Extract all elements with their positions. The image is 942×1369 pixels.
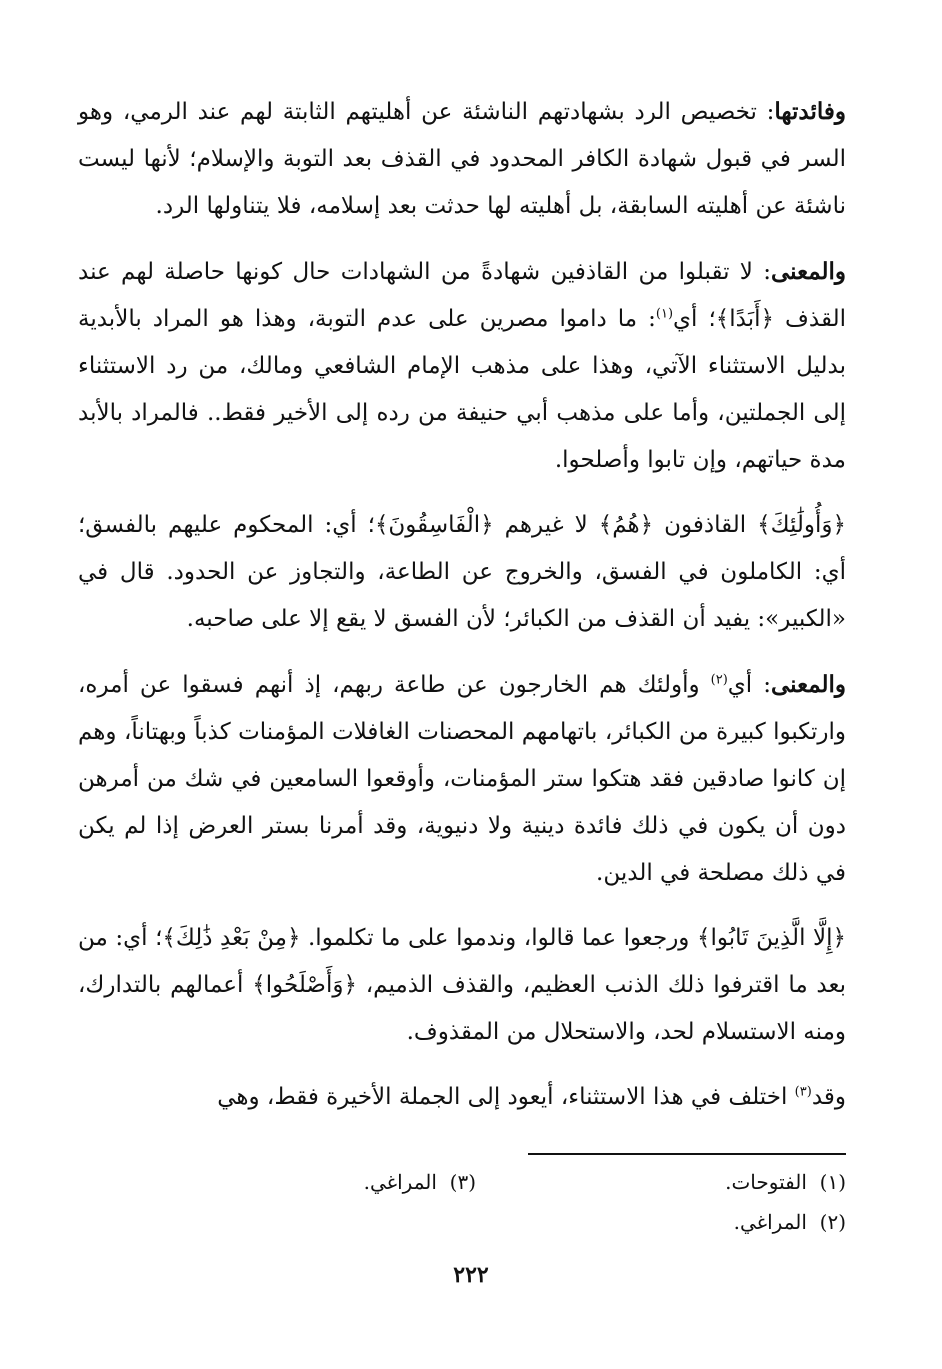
- paragraph-those-are: [78, 502, 846, 643]
- footnote-text: الفتوحات.: [725, 1170, 807, 1194]
- footnote-row: [78, 1202, 846, 1242]
- paragraph-text: ؛ أي: المحكوم عليهم بالفسق؛ أي: الكاملون في الفسق، والخروج عن الطاعة، والتجاوز عن الحدود. قال في «الكبير»: يفيد أن القذف من الكبائر؛ لأن الفسق لا يقع إلا على صاحبه.: [78, 512, 846, 632]
- footnote-ref: (١): [655, 306, 674, 322]
- quran-quote: ﴿هُمُ﴾: [598, 512, 654, 538]
- footnote-text: المراغي.: [733, 1210, 807, 1234]
- paragraph-text: ؛ أي: من بعد ما اقترفوا ذلك الذنب العظيم، والقذف الذميم،: [78, 925, 847, 998]
- quran-quote: ﴿إِلَّا الَّذِينَ تَابُوا﴾: [696, 925, 846, 951]
- quran-quote: ﴿وَأُولَٰئِكَ﴾: [757, 512, 846, 538]
- paragraph-text: القاذفون: [653, 512, 758, 538]
- footnote-ref: (٣): [794, 1084, 812, 1100]
- paragraph-meaning-2: [78, 661, 846, 897]
- paragraph-lead: والمعنى: [770, 671, 846, 698]
- footnote-row: [78, 1162, 846, 1202]
- paragraph-text: ورجعوا عما قالوا، وندموا على ما تكلموا.: [300, 925, 697, 951]
- footnote-item: [106, 1162, 476, 1202]
- paragraph-except-repented: [78, 915, 846, 1056]
- paragraph-text: لا غيرهم: [493, 512, 599, 538]
- paragraph-text: : تخصيص الرد بشهادتهم الناشئة عن أهليتهم الثابتة لهم عند الرمي، وهو السر في قبول شهادة الكافر المحدود في القذف بعد التوبة والإسلام؛ لأنها ليست ناشئة عن أهليته السابقة، بل أهليته لها حدثت بعد إسلامه، فلا يتناولها الرد.: [78, 99, 846, 219]
- footnote-number: (٢): [819, 1210, 846, 1234]
- footnote-separator: [528, 1153, 846, 1155]
- page-number: ٢٢٢: [453, 1262, 489, 1288]
- paragraph-lead: والمعنى: [770, 258, 846, 285]
- paragraph-benefit: [78, 88, 846, 230]
- paragraph-text: وأولئك هم الخارجون عن طاعة ربهم، إذ أنهم فسقوا عن أمره، وارتكبوا كبيرة من الكبائر، باتهامهم المحصنات الغافلات المؤمنات كذباً وبهتاناً، وهم إن كانوا صادقين فقد هتكوا ستر المؤمنات، وأوقعوا السامعين في شك من أمرهن دون أن يكون في ذلك فائدة دينية ولا دنيوية، وقد أمرنا بستر العرض إذا لم يكن في ذلك مصلحة في الدين.: [78, 672, 846, 886]
- footnote-number: (١): [819, 1170, 846, 1194]
- paragraph-text: : لا تقبلوا من القاذفين شهادةً من الشهادات حال كونها حاصلة لهم عند القذف: [78, 259, 846, 332]
- paragraph-text: وقد: [811, 1084, 846, 1110]
- footnotes: [78, 1162, 846, 1242]
- footnote-text: المراغي.: [363, 1170, 437, 1194]
- footnote-number: (٣): [449, 1170, 476, 1194]
- paragraph-text: أعمالهم بالتدارك، ومنه الاستسلام لحد، والاستحلال من المقذوف.: [78, 972, 846, 1045]
- paragraph-text: اختلف في هذا الاستثناء، أيعود إلى الجملة الأخيرة فقط، وهي: [217, 1084, 795, 1110]
- quran-quote: ﴿أَبَدًا﴾: [715, 306, 775, 332]
- quran-quote: ﴿وَأَصْلَحُوا﴾: [252, 972, 357, 998]
- paragraph-meaning-1: [78, 248, 846, 484]
- paragraph-text: ؛ أي: [673, 306, 716, 332]
- paragraph-text: : أي: [727, 672, 771, 698]
- paragraph-disagreement: [78, 1074, 846, 1121]
- footnote-item: [476, 1202, 846, 1242]
- quran-quote: ﴿مِنْ بَعْدِ ذَٰلِكَ﴾: [162, 925, 301, 951]
- footnote-ref: (٢): [710, 672, 728, 688]
- main-text: [78, 88, 846, 1121]
- paragraph-lead: وفائدتها: [774, 98, 846, 125]
- footnote-item: [476, 1162, 846, 1202]
- paragraph-text: : ما داموا مصرين على عدم التوبة، وهذا هو المراد بالأبدية بدليل الاستثناء الآتي، وهذا على مذهب الإمام الشافعي ومالك، من رد الاستثناء إلى الجملتين، وأما على مذهب أبي حنيفة من رده إلى الأخير فقط.. فالمراد بالأبد مدة حياتهم، وإن تابوا وأصلحوا.: [78, 306, 846, 473]
- quran-quote: ﴿الْفَاسِقُونَ﴾: [374, 512, 494, 538]
